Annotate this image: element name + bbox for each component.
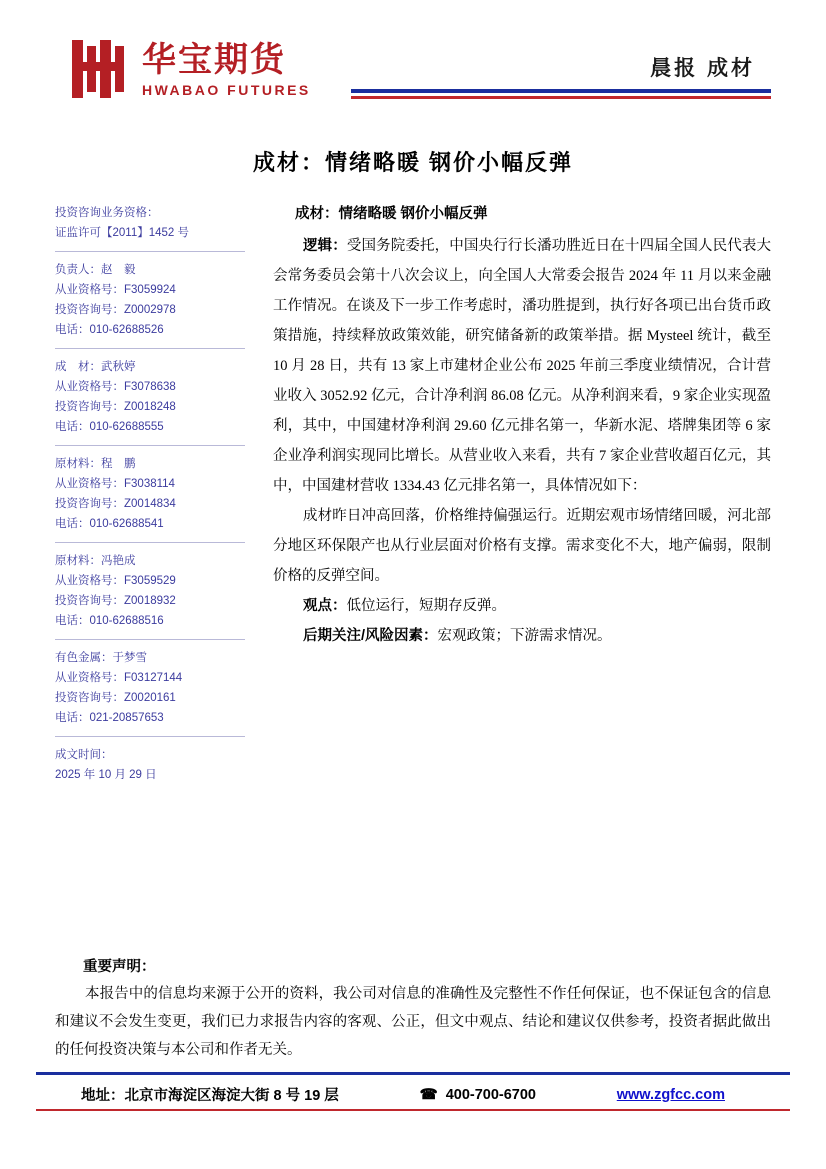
qualification-block	[55, 203, 245, 252]
footer-address: 地址：北京市海淀区海淀大街 8 号 19 层	[81, 1088, 339, 1104]
contact-name-2: 原材料：程 鹏	[55, 458, 136, 470]
important-statement	[55, 955, 771, 1064]
header-report-label-block	[351, 52, 771, 99]
logo-chinese-name: 华宝期货	[142, 41, 286, 79]
view-text: 低位运行，短期存反弹。	[346, 598, 506, 614]
contact-consult-1: 投资咨询号：Z0018248	[55, 401, 176, 413]
contact-consult-3: 投资咨询号：Z0018932	[55, 595, 176, 607]
contact-phone-4: 电话：021-20857653	[55, 712, 164, 724]
contact-block-3	[55, 551, 245, 640]
contact-phone-3: 电话：010-62688516	[55, 615, 164, 627]
view-paragraph	[273, 591, 771, 621]
header-divider-red	[351, 96, 771, 99]
footer-phone-number: 400-700-6700	[445, 1086, 536, 1103]
main-body	[245, 199, 771, 651]
document-header	[55, 0, 771, 118]
footer-divider-blue	[36, 1072, 790, 1075]
logic-label: 逻辑：	[303, 238, 347, 254]
contact-consult-4: 投资咨询号：Z0020161	[55, 692, 176, 704]
contact-block-2	[55, 454, 245, 543]
contact-practice-0: 从业资格号：F3059924	[55, 284, 176, 296]
section-heading: 成材：情绪略暖 钢价小幅反弹	[295, 206, 488, 222]
contact-phone-0: 电话：010-62688526	[55, 324, 164, 336]
qualification-line-1: 投资咨询业务资格：	[55, 207, 159, 219]
contact-phone-2: 电话：010-62688541	[55, 518, 164, 530]
page-title: 成材：情绪略暖 钢价小幅反弹	[252, 150, 574, 175]
report-type-label: 晨报 成材	[650, 57, 755, 80]
publish-date-label: 成文时间：	[55, 749, 113, 761]
footer-website-link[interactable]: www.zgfcc.com	[616, 1086, 725, 1103]
logic-paragraph	[273, 231, 771, 501]
qualification-line-2: 证监许可【2011】1452 号	[55, 227, 190, 239]
hwabao-logo-icon	[70, 40, 132, 98]
publish-date-value: 2025 年 10 月 29 日	[55, 769, 157, 781]
footer-phone	[420, 1087, 536, 1103]
contact-phone-1: 电话：010-62688555	[55, 421, 164, 433]
document-footer	[36, 1072, 790, 1111]
telephone-icon: ☎	[419, 1086, 438, 1103]
contact-practice-3: 从业资格号：F3059529	[55, 575, 176, 587]
contact-name-1: 成 材：武秋婷	[55, 361, 136, 373]
view-label: 观点：	[303, 598, 347, 614]
contact-practice-1: 从业资格号：F3078638	[55, 381, 176, 393]
publish-date-block	[55, 745, 245, 793]
contact-block-0	[55, 260, 245, 349]
contact-name-4: 有色金属：于梦雪	[55, 652, 147, 664]
statement-title: 重要声明：	[83, 959, 156, 975]
contact-consult-0: 投资咨询号：Z0002978	[55, 304, 176, 316]
market-paragraph: 成材昨日冲高回落，价格维持偏强运行。近期宏观市场情绪回暖，河北部分地区环保限产也从行业层面对价格有支撑。需求变化不大，地产偏弱，限制价格的反弹空间。	[273, 508, 771, 584]
contact-consult-2: 投资咨询号：Z0014834	[55, 498, 176, 510]
footer-row	[36, 1078, 790, 1105]
statement-body: 本报告中的信息均来源于公开的资料，我公司对信息的准确性及完整性不作任何保证，也不保证包含的信息和建议不会发生变更，我们已力求报告内容的客观、公正，但文中观点、结论和建议仅供参考，投资者据此做出的任何投资决策与本公司和作者无关。	[55, 986, 771, 1058]
contact-practice-2: 从业资格号：F3038114	[55, 478, 175, 490]
sidebar	[55, 199, 245, 801]
contact-name-3: 原材料：冯艳成	[55, 555, 136, 567]
risk-label: 后期关注/风险因素：	[303, 628, 438, 644]
logic-text: 受国务院委托，中国央行行长潘功胜近日在十四届全国人民代表大会常务委员会第十八次会议上，向全国人大常委会报告 2024 年 11 月以来金融工作情况。在谈及下一步工作考虑时，潘功胜提到，执行好各项已出台货币政策措施，持续释放政策效能，研究储备新的政策举措。据 Mysteel 统计，截至 10 月 28 日，共有 13 家上市建材企业公布 2025 年前三季度业绩情况，合计营业收入 3052.92 亿元，合计净利润 86.08 亿元。从净利润来看，9 家企业实现盈利，其中，中国建材净利润 29.60 亿元排名第一，华新水泥、塔牌集团等 6 家企业净利润实现同比增长。从营业收入来看，共有 7 家企业营收超百亿元，其中，中国建材营收 1334.43 亿元排名第一，具体情况如下：	[273, 238, 772, 494]
company-logo	[70, 40, 311, 98]
contact-practice-4: 从业资格号：F03127144	[55, 672, 183, 684]
risk-paragraph	[273, 621, 771, 651]
logo-english-name: HWABAO FUTURES	[142, 82, 311, 98]
contact-block-1	[55, 357, 245, 446]
footer-divider-red	[36, 1109, 790, 1111]
header-divider-blue	[351, 89, 771, 93]
risk-text: 宏观政策；下游需求情况。	[437, 628, 612, 644]
contact-block-4	[55, 648, 245, 737]
content-columns	[55, 199, 771, 801]
contact-name-0: 负责人：赵 毅	[55, 264, 136, 276]
